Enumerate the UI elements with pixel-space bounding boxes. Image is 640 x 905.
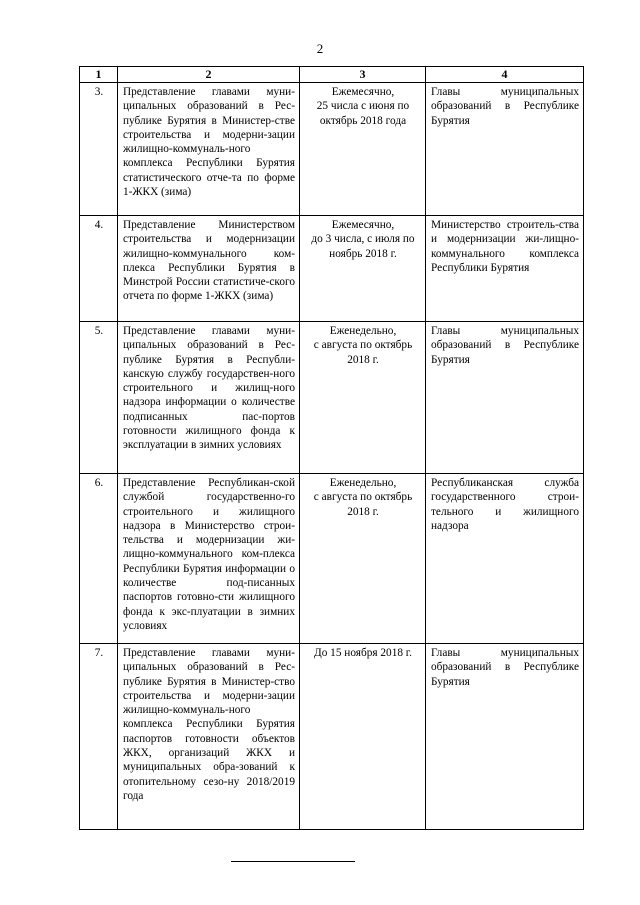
- term-cell: Еженедельно, с августа по октябрь 2018 г.: [300, 474, 426, 644]
- row-number: 6.: [80, 474, 118, 644]
- footer-divider: [231, 861, 355, 862]
- action-cell: Представление Республикан-ской службой государственно-го строительного и жилищного надзора в Министерство строи-тельства и модернизации жи-лищно-коммунального ком-плекса Республики Бурятия информации о количестве под-писанных паспортов готовно-сти жилищного фонда к экс-плуатации в зимних условиях: [118, 474, 300, 644]
- action-cell: Представление главами муни-ципальных образований в Рес-публике Бурятия в Министер-стве строительства и модерни-зации жилищно-коммуналь-ного комплекса Республики Бурятия статистического отче-та по форме 1-ЖКХ (зима): [118, 83, 300, 216]
- term-cell: Ежемесячно, 25 числа с июня по октябрь 2018 года: [300, 83, 426, 216]
- row-number: 5.: [80, 322, 118, 474]
- column-header-2: 2: [118, 67, 300, 83]
- responsible-cell: Республиканская служба государственного строи-тельного и жилищного надзора: [426, 474, 584, 644]
- column-header-1: 1: [80, 67, 118, 83]
- column-header-3: 3: [300, 67, 426, 83]
- table-row: [80, 216, 584, 322]
- action-cell: Представление Министерством строительства и модернизации жилищно-коммунального ком-плекса Республики Бурятия в Минстрой России статистиче-ского отчета по форме 1-ЖКХ (зима): [118, 216, 300, 322]
- table-row: [80, 474, 584, 644]
- responsible-cell: Главы муниципальных образований в Республике Бурятия: [426, 644, 584, 830]
- row-number: 7.: [80, 644, 118, 830]
- responsible-cell: Министерство строитель-ства и модернизации жи-лищно-коммунального комплекса Республики Бурятия: [426, 216, 584, 322]
- responsible-cell: Главы муниципальных образований в Республике Бурятия: [426, 322, 584, 474]
- row-number: 3.: [80, 83, 118, 216]
- table-row: [80, 322, 584, 474]
- term-cell: Ежемесячно, до 3 числа, с июля по ноябрь 2018 г.: [300, 216, 426, 322]
- term-cell: Еженедельно, с августа по октябрь 2018 г.: [300, 322, 426, 474]
- page-number: 2: [316, 41, 324, 56]
- table-row: [80, 644, 584, 830]
- header-row: [80, 67, 584, 83]
- action-cell: Представление главами муни-ципальных образований в Рес-публике Бурятия в Министер-ство строительства и модерни-зации жилищно-коммуналь-ного комплекса Республики Бурятия паспортов готовности объектов ЖКХ, организаций ЖКХ и муниципальных обра-зований к отопительному сезо-ну 2018/2019 года: [118, 644, 300, 830]
- action-cell: Представление главами муни-ципальных образований в Рес-публике Бурятия в Республи-канскую службу государствен-ного строительного и жилищ-ного надзора информации о количестве подписанных пас-портов готовности жилищного фонда к эксплуатации в зимних условиях: [118, 322, 300, 474]
- plan-table: [79, 66, 584, 830]
- row-number: 4.: [80, 216, 118, 322]
- table-row: [80, 83, 584, 216]
- column-header-4: 4: [426, 67, 584, 83]
- term-cell: До 15 ноября 2018 г.: [300, 644, 426, 830]
- responsible-cell: Главы муниципальных образований в Республике Бурятия: [426, 83, 584, 216]
